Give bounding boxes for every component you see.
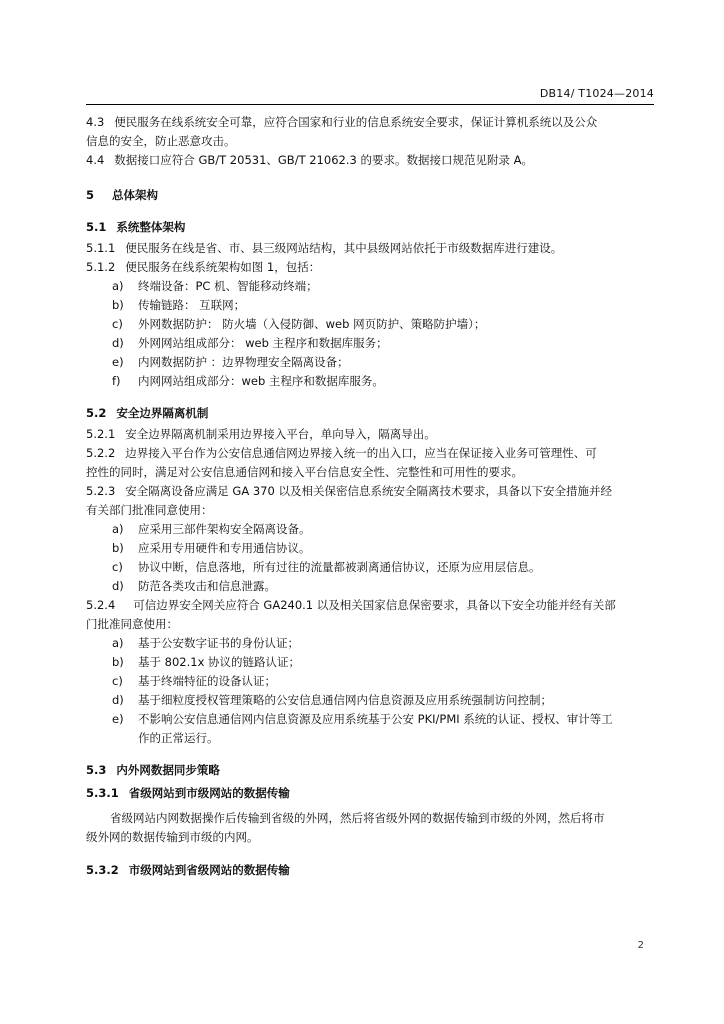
clause-number: 4.4 <box>86 153 105 167</box>
section-title: 省级网站到市级网站的数据传输 <box>128 786 290 800</box>
list-item: a) 应采用三部件架构安全隔离设备。 <box>112 522 311 536</box>
list-item: c) 基于终端特征的设备认证； <box>112 674 276 688</box>
clause-5-2-2 <box>86 444 658 463</box>
list-item: f) 内网网站组成部分：web 主程序和数据库服务。 <box>112 374 384 388</box>
clause-5-2-4-cont: 门批准同意使用： <box>86 617 178 631</box>
list-item: b) 基于 802.1x 协议的链路认证； <box>112 655 301 669</box>
clause-text: 边界接入平台作为公安信息通信网边界接入统一的出入口，应当在保证接入业务可管理性、可 <box>125 446 597 460</box>
clause-4-3 <box>86 113 658 132</box>
clause-text: 安全隔离设备应满足 GA 370 以及相关保密信息系统安全隔离技术要求，具备以下安全措施并经 <box>125 484 612 498</box>
document-body <box>86 113 658 882</box>
list-item: d) 防范各类攻击和信息泄露。 <box>112 579 276 593</box>
clause-number: 5.2.1 <box>86 427 116 441</box>
section-number: 5.3.1 <box>86 786 119 800</box>
clause-text: 便民服务在线系统架构如图 1，包括： <box>125 260 321 274</box>
list-item: e) 不影响公安信息通信网内信息资源及应用系统基于公安 PKI/PMI 系统的认证、授权、审计等工 <box>112 712 613 726</box>
list-item: a) 终端设备：PC 机、智能移动终端； <box>112 279 318 293</box>
list-item: b) 应采用专用硬件和专用通信协议。 <box>112 541 311 555</box>
clause-4-4 <box>86 151 658 170</box>
section-number: 5.3 <box>86 763 107 777</box>
clause-5-2-3-cont: 有关部门批准同意使用： <box>86 503 213 517</box>
section-5-1-heading <box>86 218 658 237</box>
section-5-heading <box>86 186 658 205</box>
clause-text: 便民服务在线是省、市、县三级网站结构，其中县级网站依托于市级数据库进行建设。 <box>125 241 563 255</box>
list-item: e) 内网数据防护 ：边界物理安全隔离设备； <box>112 355 349 369</box>
clause-number: 5.1.2 <box>86 260 116 274</box>
list-item: d) 外网网站组成部分： web 主程序和数据库服务； <box>112 336 388 350</box>
list-item: a) 基于公安数字证书的身份认证； <box>112 636 299 650</box>
clause-number: 5.2.2 <box>86 446 116 460</box>
section-number: 5.1 <box>86 220 107 234</box>
clause-5-1-1 <box>86 239 658 258</box>
list-item: b) 传输链路： 互联网； <box>112 298 246 312</box>
clause-number: 5.1.1 <box>86 241 116 255</box>
section-5-2-heading <box>86 404 658 423</box>
section-5-3-1-heading <box>86 784 658 803</box>
clause-4-3-cont: 信息的安全，防止恶意攻击。 <box>86 134 236 148</box>
page-number: 2 <box>637 940 644 951</box>
list-item: c) 外网数据防护： 防火墙（入侵防御、web 网页防护、策略防护墙）； <box>112 317 486 331</box>
section-number: 5.3.2 <box>86 863 119 877</box>
clause-5-2-3 <box>86 482 658 501</box>
section-title: 总体架构 <box>112 188 159 202</box>
clause-number: 5.2.3 <box>86 484 116 498</box>
clause-text: 安全边界隔离机制采用边界接入平台，单向导入，隔离导出。 <box>125 427 436 441</box>
clause-number: 5.2.4 <box>86 598 116 612</box>
list-item: d) 基于细粒度授权管理策略的公安信息通信网内信息资源及应用系统强制访问控制； <box>112 693 552 707</box>
section-number: 5 <box>86 188 95 202</box>
clause-text: 数据接口应符合 GB/T 20531、GB/T 21062.3 的要求。数据接口规范见附录 A。 <box>114 153 533 167</box>
clause-5-2-1 <box>86 425 658 444</box>
clause-5-1-2 <box>86 258 658 277</box>
section-5-3-heading <box>86 761 658 780</box>
header-rule <box>86 104 654 105</box>
section-title: 市级网站到省级网站的数据传输 <box>128 863 290 877</box>
section-5-3-2-heading <box>86 861 658 880</box>
paragraph-5-3-1: 省级网站内网数据操作后传输到省级的外网，然后将省级外网的数据传输到市级的外网，然后将市 <box>110 811 605 825</box>
clause-5-2-4 <box>86 596 658 615</box>
clause-number: 4.3 <box>86 115 105 129</box>
section-title: 系统整体架构 <box>116 220 186 234</box>
paragraph-5-3-1-cont: 级外网的数据传输到市级的内网。 <box>86 830 259 844</box>
document-code: DB14/ T1024—2014 <box>539 87 654 100</box>
section-title: 内外网数据同步策略 <box>116 763 220 777</box>
clause-text: 便民服务在线系统安全可靠，应符合国家和行业的信息系统安全要求，保证计算机系统以及公众 <box>114 115 598 129</box>
clause-text: 可信边界安全网关应符合 GA240.1 以及相关国家信息保密要求，具备以下安全功能并经有关部 <box>133 598 616 612</box>
clause-5-2-2-cont: 控性的同时，满足对公安信息通信网和接入平台信息安全性、完整性和可用性的要求。 <box>86 465 523 479</box>
section-number: 5.2 <box>86 406 107 420</box>
section-title: 安全边界隔离机制 <box>116 406 209 420</box>
list-item: c) 协议中断，信息落地，所有过往的流量都被剥离通信协议，还原为应用层信息。 <box>112 560 541 574</box>
list-item-cont: 作的正常运行。 <box>138 731 219 745</box>
